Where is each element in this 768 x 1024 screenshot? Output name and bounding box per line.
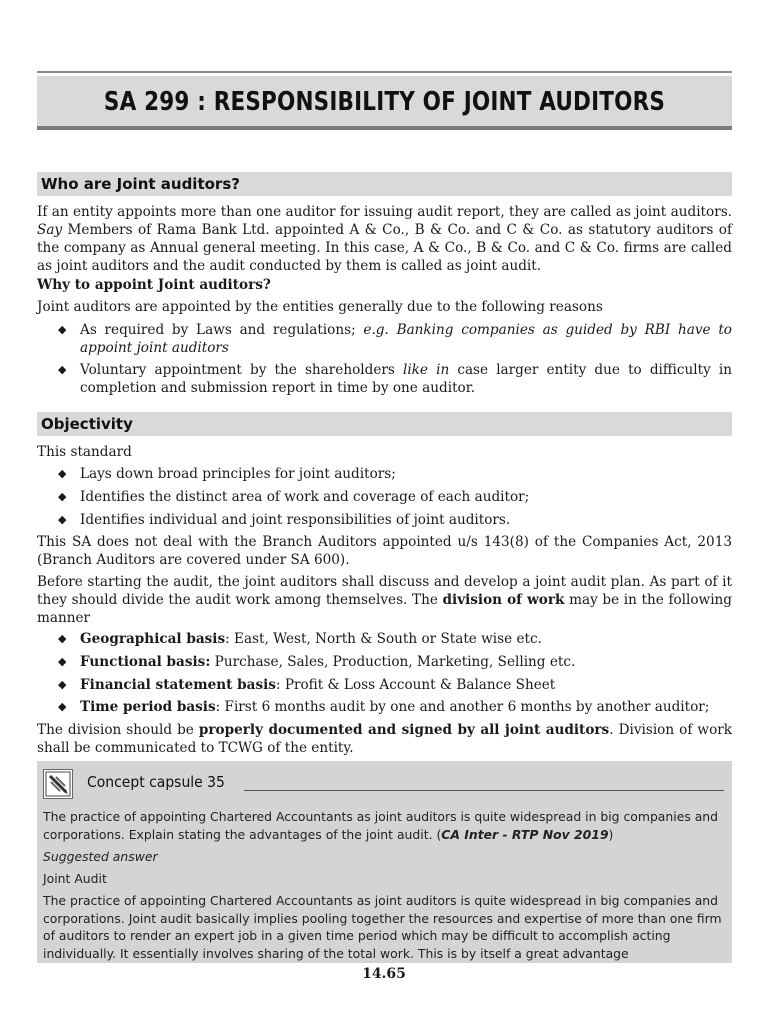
paragraph-division: The division should be properly documented and signed by all joint auditors. Division of work shall be communicated to TCWG of the entity. <box>37 722 732 756</box>
diamond-bullet-icon: ◆ <box>58 490 67 503</box>
capsule-question: The practice of appointing Chartered Accountants as joint auditors is quite widespread in big companies and corporations. Explain stating the advantages of the joint audit. (CA Inter - RTP Nov 2019) <box>43 809 719 842</box>
diamond-bullet-icon: ◆ <box>58 700 67 713</box>
list-item: ◆ Time period basis: First 6 months audit by one and another 6 months by another auditor; <box>58 699 710 715</box>
section-heading-objectivity: Objectivity <box>37 412 732 436</box>
concept-capsule-box <box>37 761 732 963</box>
page-title: SA 299 : RESPONSIBILITY OF JOINT AUDITORS <box>103 87 666 117</box>
list-item: ◆ Identifies the distinct area of work and coverage of each auditor; <box>58 489 530 505</box>
capsule-joint-audit-label: Joint Audit <box>43 871 107 886</box>
title-banner <box>37 76 732 130</box>
section-heading-joint-auditors: Who are Joint auditors? <box>37 172 732 196</box>
page-number: 14.65 <box>362 966 406 982</box>
diamond-bullet-icon: ◆ <box>58 363 67 376</box>
paragraph-branch-auditors: This SA does not deal with the Branch Auditors appointed u/s 143(8) of the Companies Act, 2013 (Branch Auditors are covered under SA 600). <box>37 534 732 568</box>
diamond-bullet-icon: ◆ <box>58 655 67 668</box>
paragraph-definition: If an entity appoints more than one auditor for issuing audit report, they are called as joint auditors. Say Members of Rama Bank Ltd. appointed A & Co., B & Co. and C & Co. as statutory auditors of the company as Annual general meeting. In this case, A & Co., B & Co. and C & Co. firms are called as joint auditors and the audit conducted by them is called as joint audit. <box>37 204 732 274</box>
capsule-answer: The practice of appointing Chartered Accountants as joint auditors is quite widespread in big companies and corporations. Joint audit basically implies pooling together the resources and expertise of more than one firm of auditors to render an expert job in a given time period which may be difficult to accomplish acting individually. It essentially involves sharing of the total work. This is by itself a great advantage <box>43 893 722 961</box>
list-item: ◆ Financial statement basis: Profit & Loss Account & Balance Sheet <box>58 677 556 693</box>
diamond-bullet-icon: ◆ <box>58 467 67 480</box>
subheading-why-appoint: Why to appoint Joint auditors? <box>37 277 271 293</box>
capsule-pen-icon <box>43 769 73 799</box>
diamond-bullet-icon: ◆ <box>58 513 67 526</box>
diamond-bullet-icon: ◆ <box>58 678 67 691</box>
capsule-suggested-label: Suggested answer <box>43 849 158 864</box>
list-item: ◆ Functional basis: Purchase, Sales, Production, Marketing, Selling etc. <box>58 654 576 670</box>
paragraph-audit-plan: Before starting the audit, the joint auditors shall discuss and develop a joint audit plan. As part of it they should divide the audit work among themselves. The division of work may be in the following manner <box>37 574 732 626</box>
list-item: ◆ Identifies individual and joint responsibilities of joint auditors. <box>58 512 511 528</box>
top-rule <box>37 71 732 73</box>
list-item: ◆ Voluntary appointment by the shareholders like in case larger entity due to difficulty in completion and submission report in time by one auditor. <box>58 362 732 396</box>
capsule-title-rule <box>244 790 724 791</box>
list-item: ◆ As required by Laws and regulations; e.g. Banking companies as guided by RBI have to appoint joint auditors <box>58 322 732 356</box>
list-item: ◆ Geographical basis: East, West, North & South or State wise etc. <box>58 631 542 647</box>
diamond-bullet-icon: ◆ <box>58 632 67 645</box>
diamond-bullet-icon: ◆ <box>58 323 67 336</box>
paragraph-intro: This standard <box>37 444 132 460</box>
capsule-title: Concept capsule 35 <box>87 773 225 791</box>
paragraph-why-intro: Joint auditors are appointed by the entities generally due to the following reasons <box>37 299 603 315</box>
list-item: ◆ Lays down broad principles for joint auditors; <box>58 466 396 482</box>
